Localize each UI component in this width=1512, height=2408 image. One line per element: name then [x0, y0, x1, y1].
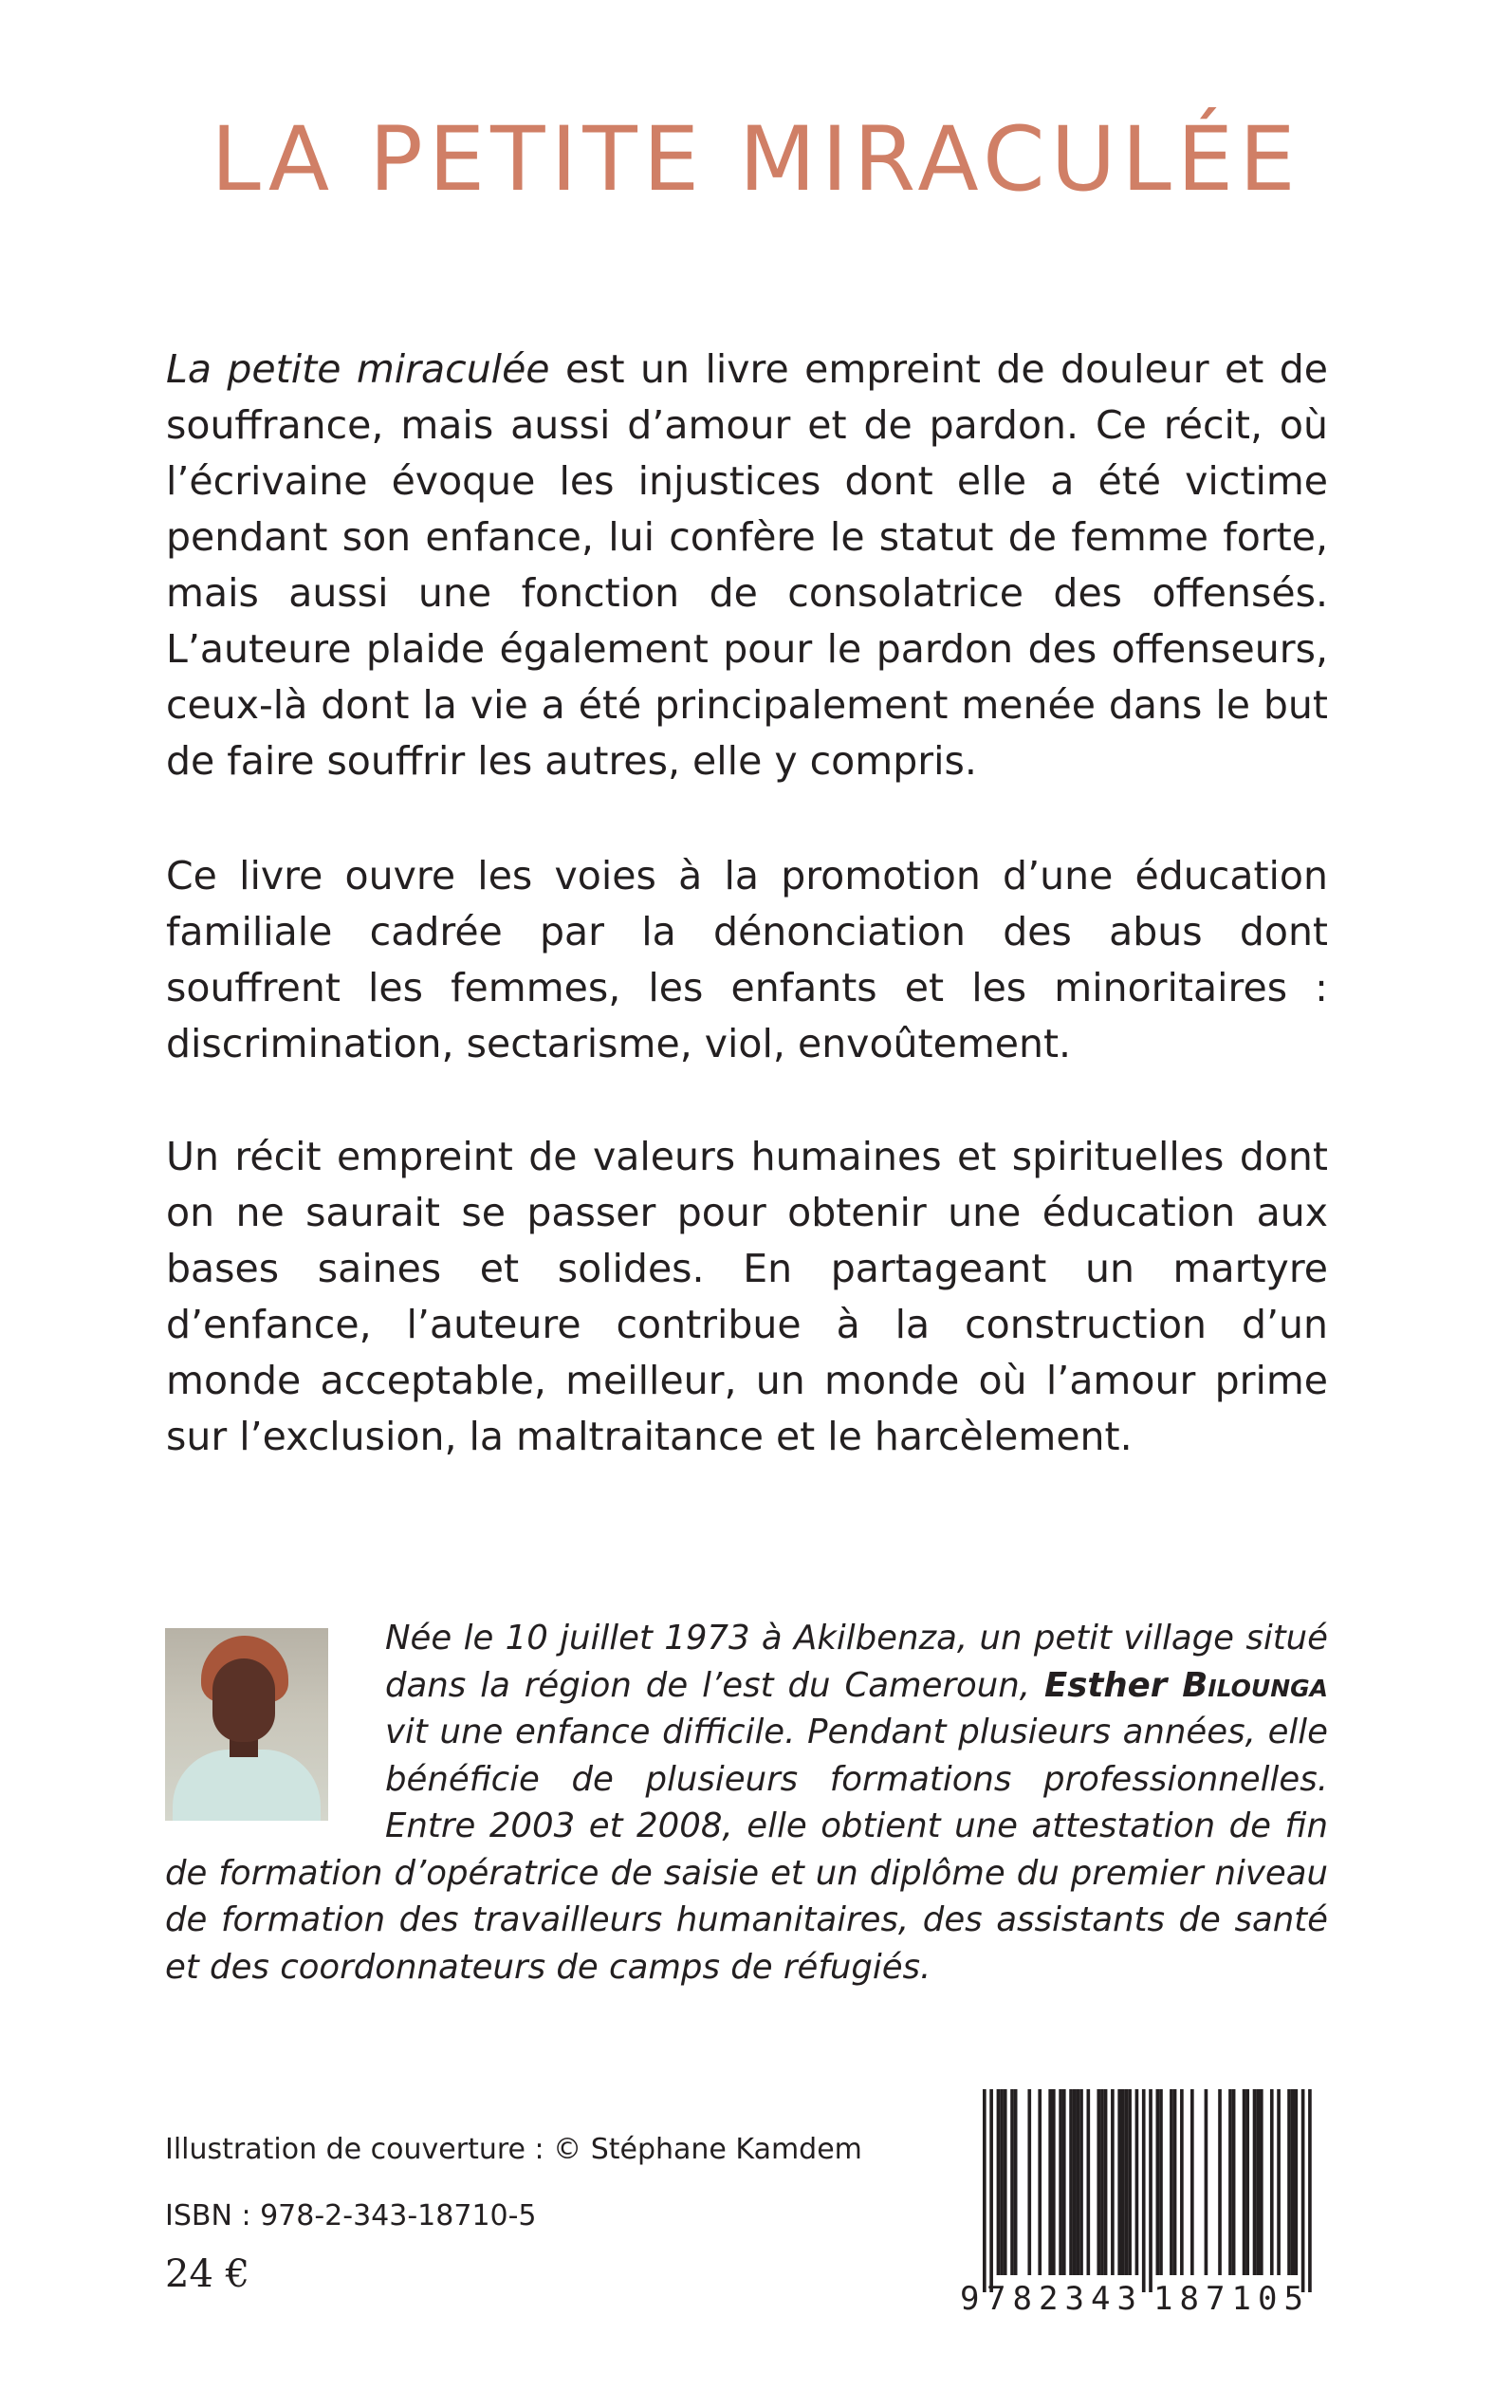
- barcode-bar: [1170, 2089, 1173, 2275]
- barcode-bar: [1218, 2089, 1222, 2275]
- barcode-bar: [1253, 2089, 1257, 2275]
- barcode-bar: [1245, 2089, 1249, 2275]
- synopsis-paragraph-1: [166, 342, 1328, 789]
- barcode-bar: [1295, 2089, 1299, 2275]
- barcode-bar: [1062, 2089, 1066, 2275]
- book-title: LA PETITE MIRACULÉE: [211, 108, 1301, 212]
- barcode-right-digits: 187105: [1153, 2280, 1303, 2315]
- barcode-bar: [1128, 2089, 1132, 2275]
- barcode-bar: [1308, 2089, 1312, 2292]
- barcode-bar: [1100, 2089, 1104, 2275]
- book-title-italic: La petite miraculée: [166, 346, 550, 392]
- barcode-bar: [1079, 2089, 1083, 2275]
- barcode-bar: [1135, 2089, 1139, 2275]
- barcode-bar: [1173, 2089, 1177, 2275]
- price: 24 €: [165, 2252, 250, 2296]
- barcode-bar: [1027, 2089, 1031, 2275]
- barcode-bar: [1205, 2089, 1208, 2275]
- barcode-bar: [1149, 2089, 1152, 2292]
- barcode-bar: [1277, 2089, 1281, 2275]
- barcode-bar: [1125, 2089, 1129, 2275]
- barcode-bar: [1097, 2089, 1100, 2275]
- barcode-bar: [1243, 2089, 1246, 2275]
- barcode-bar: [1059, 2089, 1062, 2275]
- bio-text-end: vit une enfance difficile. Pendant plusieurs années, elle bénéficie de plusieurs formations professionnelles. Entre 2003 et 2008, elle obtient une attestation de fin de formation d’opératrice de saisie et un diplôme du premier niveau de formation des travailleurs humanitaires, des assistants de santé et des coordonnateurs de camps de réfugiés.: [165, 1713, 1328, 1987]
- barcode-bar: [1142, 2089, 1146, 2292]
- barcode-bar: [997, 2089, 1001, 2275]
- barcode-bar: [1069, 2089, 1073, 2275]
- barcode-bar: [1073, 2089, 1077, 2275]
- barcode-bar: [1270, 2089, 1274, 2275]
- barcode-bar: [1048, 2089, 1052, 2275]
- barcode-bar: [1104, 2089, 1108, 2275]
- barcode-first-digit: 9: [960, 2280, 980, 2315]
- barcode-bar: [1228, 2089, 1232, 2275]
- author-name: Esther Bilounga: [1044, 1665, 1328, 1705]
- author-bio: [165, 1615, 1328, 1991]
- barcode-bar: [1087, 2089, 1091, 2275]
- barcode-bar: [1287, 2089, 1291, 2275]
- barcode-bar: [1111, 2089, 1115, 2275]
- synopsis-paragraph-3: Un récit empreint de valeurs humaines et spirituelles dont on ne saurait se passer pour obtenir une éducation aux bases saines et solides. En partageant un martyre d’enfance, l’auteure contribue à la construction d’un monde acceptable, meilleur, un monde où l’amour prime sur l’exclusion, la maltraitance et le harcèlement.: [166, 1134, 1328, 1459]
- barcode-bar: [1156, 2089, 1160, 2275]
- barcode: [958, 2089, 1328, 2315]
- barcode-bar: [1190, 2089, 1194, 2275]
- barcode-bar: [1014, 2089, 1018, 2275]
- barcode-bar: [983, 2089, 986, 2292]
- barcode-bar: [1000, 2089, 1004, 2275]
- synopsis-text-1: est un livre empreint de douleur et de souffrance, mais aussi d’amour et de pardon. Ce récit, où l’écrivaine évoque les injustices dont elle a été victime pendant son enfance, lui confère le statut de femme forte, mais aussi une fonction de consolatrice des offensés. L’auteure plaide également pour le pardon des offenseurs, ceux-là dont la vie a été principalement menée dans le but de faire souffrir les autres, elle y compris.: [166, 346, 1329, 784]
- barcode-bar: [1038, 2089, 1042, 2275]
- barcode-bar: [1077, 2089, 1080, 2275]
- barcode-bar: [1121, 2089, 1125, 2275]
- barcode-bar: [1004, 2089, 1007, 2275]
- barcode-bar: [1232, 2089, 1236, 2275]
- barcode-bar: [1256, 2089, 1260, 2275]
- barcode-bar: [989, 2089, 993, 2292]
- barcode-bars: [983, 2089, 1312, 2292]
- barcode-bar: [1117, 2089, 1121, 2275]
- cover-credit: Illustration de couverture : © Stéphane Kamdem: [165, 2133, 862, 2166]
- barcode-bar: [1159, 2089, 1163, 2275]
- isbn: ISBN : 978-2-343-18710-5: [165, 2199, 537, 2232]
- barcode-bar: [1052, 2089, 1056, 2275]
- barcode-bar: [1010, 2089, 1014, 2275]
- barcode-bar: [1301, 2089, 1305, 2292]
- barcode-bar: [1291, 2089, 1295, 2275]
- barcode-bar: [1260, 2089, 1263, 2275]
- barcode-bar: [1180, 2089, 1184, 2275]
- bio-text-start: Née le 10 juillet 1973 à Akilbenza, un petit village situé dans la région de l’est du Cameroun,: [385, 1619, 1328, 1705]
- synopsis-paragraph-2: Ce livre ouvre les voies à la promotion d’une éducation familiale cadrée par la dénonciation des abus dont souffrent les femmes, les enfants et les minoritaires : discrimination, sectarisme, viol, envoûtement.: [166, 853, 1328, 1066]
- barcode-left-digits: 782343: [986, 2280, 1136, 2315]
